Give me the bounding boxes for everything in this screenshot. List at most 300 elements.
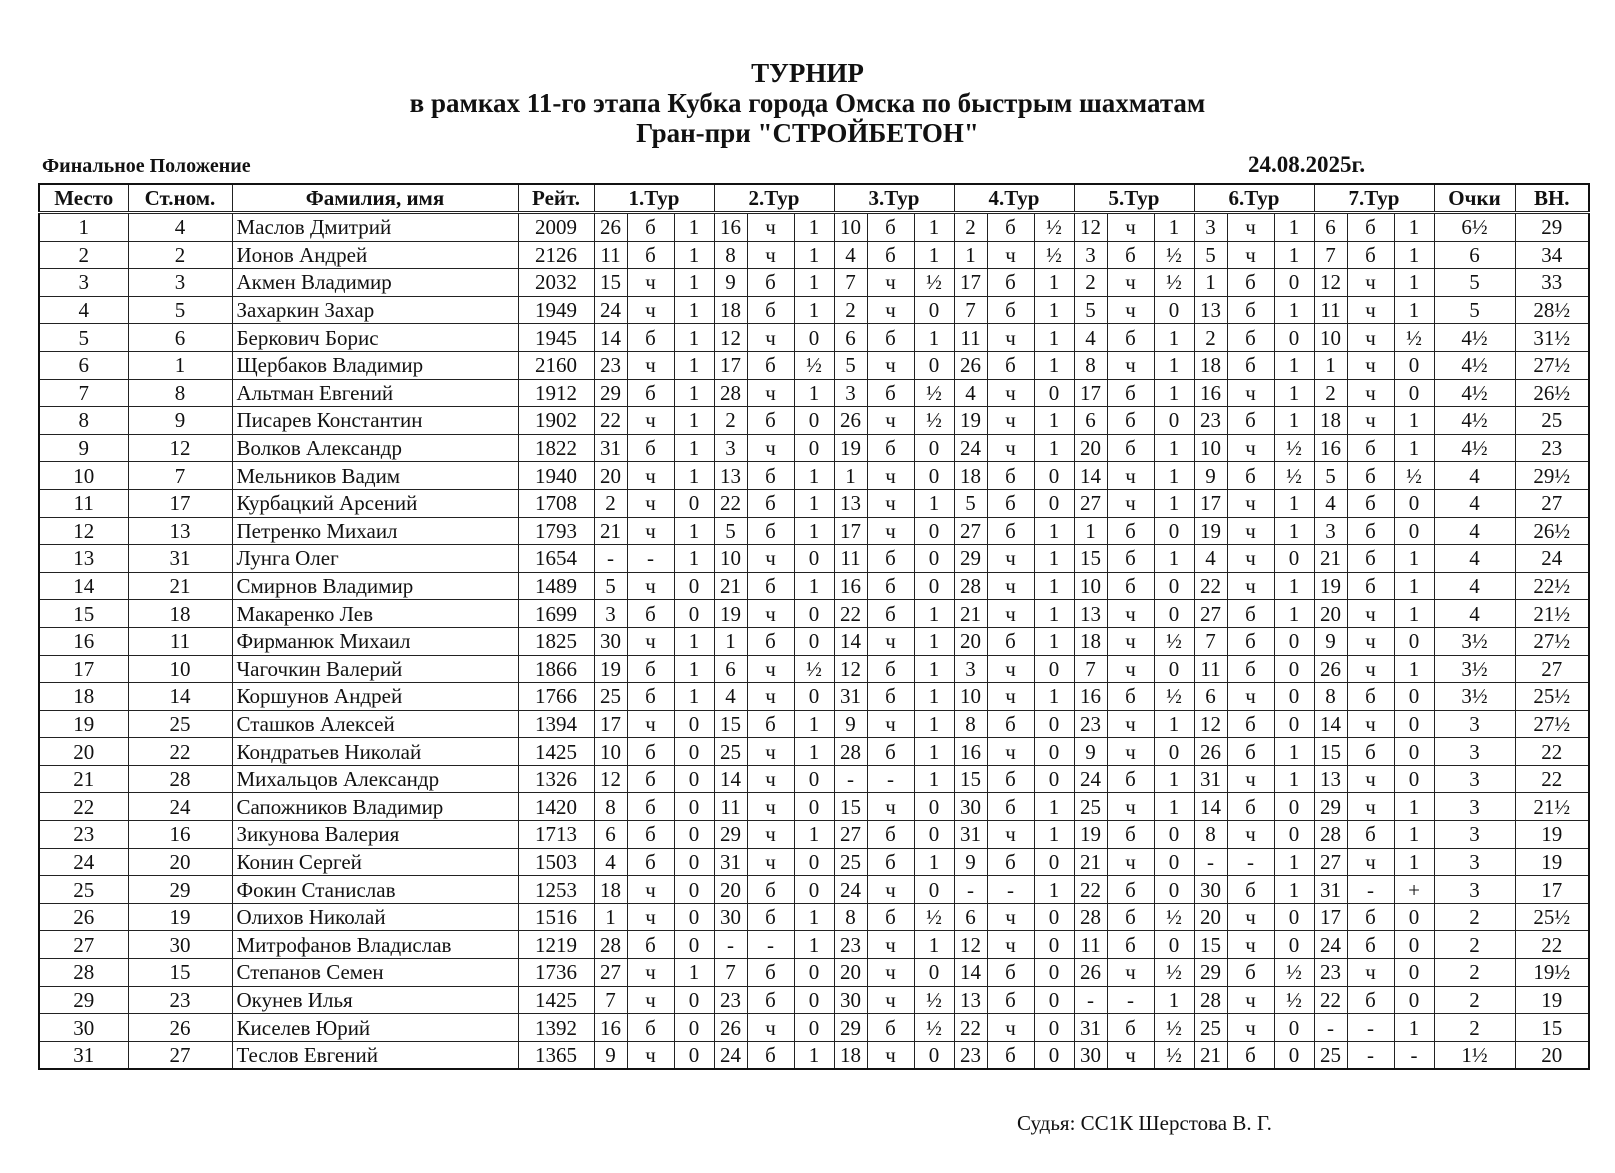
- table-row: [39, 600, 1589, 628]
- round-4-color-cell: -: [987, 876, 1034, 904]
- round-5-result-cell: 1: [1154, 462, 1194, 490]
- round-5-color-cell: б: [1107, 241, 1154, 269]
- rating-cell: 2160: [518, 351, 594, 379]
- rating-cell: 1708: [518, 489, 594, 517]
- round-2-color-cell: б: [747, 407, 794, 435]
- start-number-cell: 26: [128, 1014, 232, 1042]
- round-4-color-cell: ч: [987, 655, 1034, 683]
- round-3-result-cell: 0: [914, 351, 954, 379]
- round-6-opponent-cell: 25: [1194, 1014, 1227, 1042]
- round-6-result-cell: 1: [1274, 407, 1314, 435]
- round-1-color-cell: б: [627, 931, 674, 959]
- points-cell: 4½: [1434, 434, 1515, 462]
- table-row: [39, 1014, 1589, 1042]
- round-1-color-cell: б: [627, 821, 674, 849]
- round-2-result-cell: 1: [794, 821, 834, 849]
- round-2-opponent-cell: 12: [714, 324, 747, 352]
- round-6-color-cell: б: [1227, 738, 1274, 766]
- round-4-opponent-cell: 19: [954, 407, 987, 435]
- round-7-color-cell: ч: [1347, 848, 1394, 876]
- round-2-result-cell: 0: [794, 683, 834, 711]
- round-1-result-cell: 1: [674, 627, 714, 655]
- round-2-color-cell: ч: [747, 600, 794, 628]
- round-4-color-cell: ч: [987, 931, 1034, 959]
- round-5-color-cell: ч: [1107, 351, 1154, 379]
- round-2-result-cell: 1: [794, 517, 834, 545]
- place-cell: 25: [39, 876, 128, 904]
- round-3-result-cell: 0: [914, 462, 954, 490]
- rating-cell: 1940: [518, 462, 594, 490]
- round-5-color-cell: б: [1107, 683, 1154, 711]
- round-2-result-cell: 1: [794, 931, 834, 959]
- round-1-result-cell: 1: [674, 324, 714, 352]
- round-7-color-cell: -: [1347, 1014, 1394, 1042]
- round-1-color-cell: ч: [627, 710, 674, 738]
- round-6-color-cell: б: [1227, 627, 1274, 655]
- table-header-row: [39, 184, 1589, 213]
- round-2-color-cell: б: [747, 903, 794, 931]
- round-5-opponent-cell: 2: [1074, 269, 1107, 297]
- round-4-opponent-cell: 14: [954, 959, 987, 987]
- round-5-color-cell: б: [1107, 876, 1154, 904]
- round-2-opponent-cell: 31: [714, 848, 747, 876]
- round-1-color-cell: б: [627, 848, 674, 876]
- start-number-cell: 13: [128, 517, 232, 545]
- round-1-opponent-cell: 26: [594, 213, 627, 242]
- round-3-opponent-cell: 29: [834, 1014, 867, 1042]
- round-3-opponent-cell: 10: [834, 213, 867, 242]
- table-body: [39, 213, 1589, 1070]
- round-4-opponent-cell: 13: [954, 986, 987, 1014]
- round-4-opponent-cell: 28: [954, 572, 987, 600]
- round-7-color-cell: ч: [1347, 351, 1394, 379]
- round-4-opponent-cell: 12: [954, 931, 987, 959]
- round-5-opponent-cell: 13: [1074, 600, 1107, 628]
- round-3-color-cell: ч: [867, 462, 914, 490]
- round-7-color-cell: б: [1347, 462, 1394, 490]
- round-2-color-cell: ч: [747, 683, 794, 711]
- table-row: [39, 434, 1589, 462]
- round-6-opponent-cell: 12: [1194, 710, 1227, 738]
- round-7-color-cell: б: [1347, 572, 1394, 600]
- round-3-opponent-cell: 11: [834, 545, 867, 573]
- round-3-color-cell: б: [867, 903, 914, 931]
- round-3-color-cell: б: [867, 600, 914, 628]
- table-row: [39, 269, 1589, 297]
- round-6-color-cell: ч: [1227, 931, 1274, 959]
- round-6-color-cell: б: [1227, 324, 1274, 352]
- rating-cell: 1699: [518, 600, 594, 628]
- round-4-color-cell: б: [987, 848, 1034, 876]
- place-cell: 8: [39, 407, 128, 435]
- round-7-opponent-cell: 15: [1314, 738, 1347, 766]
- round-2-result-cell: 0: [794, 324, 834, 352]
- round-1-opponent-cell: 12: [594, 765, 627, 793]
- round-7-color-cell: ч: [1347, 710, 1394, 738]
- points-cell: 5: [1434, 296, 1515, 324]
- round-5-result-cell: ½: [1154, 241, 1194, 269]
- round-6-opponent-cell: 20: [1194, 903, 1227, 931]
- round-3-result-cell: ½: [914, 379, 954, 407]
- round-7-result-cell: 0: [1394, 986, 1434, 1014]
- round-6-result-cell: 1: [1274, 517, 1314, 545]
- round-3-opponent-cell: -: [834, 765, 867, 793]
- round-4-color-cell: б: [987, 959, 1034, 987]
- round-6-opponent-cell: 22: [1194, 572, 1227, 600]
- table-row: [39, 407, 1589, 435]
- rating-cell: 1394: [518, 710, 594, 738]
- round-7-opponent-cell: 5: [1314, 462, 1347, 490]
- round-4-result-cell: 0: [1034, 765, 1074, 793]
- round-3-result-cell: 0: [914, 517, 954, 545]
- rating-cell: 1654: [518, 545, 594, 573]
- round-4-result-cell: ½: [1034, 213, 1074, 242]
- round-3-result-cell: 1: [914, 324, 954, 352]
- points-cell: 4½: [1434, 407, 1515, 435]
- round-4-result-cell: 0: [1034, 462, 1074, 490]
- round-4-color-cell: б: [987, 489, 1034, 517]
- col-place-header: Место: [39, 184, 128, 213]
- round-4-color-cell: б: [987, 627, 1034, 655]
- round-3-color-cell: б: [867, 821, 914, 849]
- round-7-color-cell: -: [1347, 876, 1394, 904]
- round-2-result-cell: 1: [794, 489, 834, 517]
- round-7-color-cell: ч: [1347, 959, 1394, 987]
- round-1-result-cell: 0: [674, 821, 714, 849]
- round-2-color-cell: ч: [747, 1014, 794, 1042]
- round-5-opponent-cell: 25: [1074, 793, 1107, 821]
- start-number-cell: 3: [128, 269, 232, 297]
- round-6-opponent-cell: 29: [1194, 959, 1227, 987]
- round-4-color-cell: ч: [987, 545, 1034, 573]
- round-3-result-cell: 1: [914, 213, 954, 242]
- round-5-opponent-cell: 27: [1074, 489, 1107, 517]
- round-2-color-cell: б: [747, 876, 794, 904]
- round-5-result-cell: 1: [1154, 351, 1194, 379]
- round-6-result-cell: 1: [1274, 241, 1314, 269]
- round-1-color-cell: б: [627, 793, 674, 821]
- round-6-result-cell: 1: [1274, 572, 1314, 600]
- col-round-6-header: 6.Тур: [1194, 184, 1314, 213]
- round-3-opponent-cell: 18: [834, 1041, 867, 1069]
- round-7-result-cell: 1: [1394, 296, 1434, 324]
- round-6-opponent-cell: 8: [1194, 821, 1227, 849]
- player-name-cell: Сапожников Владимир: [232, 793, 518, 821]
- round-5-color-cell: ч: [1107, 959, 1154, 987]
- points-cell: 4½: [1434, 379, 1515, 407]
- round-6-opponent-cell: 1: [1194, 269, 1227, 297]
- table-row: [39, 738, 1589, 766]
- start-number-cell: 23: [128, 986, 232, 1014]
- round-6-color-cell: ч: [1227, 903, 1274, 931]
- round-6-result-cell: 0: [1274, 931, 1314, 959]
- start-number-cell: 9: [128, 407, 232, 435]
- round-3-opponent-cell: 26: [834, 407, 867, 435]
- round-5-result-cell: 1: [1154, 710, 1194, 738]
- buchholz-cell: 31½: [1515, 324, 1589, 352]
- round-4-color-cell: б: [987, 269, 1034, 297]
- table-row: [39, 876, 1589, 904]
- round-5-opponent-cell: 18: [1074, 627, 1107, 655]
- round-5-opponent-cell: 1: [1074, 517, 1107, 545]
- round-1-opponent-cell: 8: [594, 793, 627, 821]
- round-7-result-cell: +: [1394, 876, 1434, 904]
- round-1-result-cell: 1: [674, 959, 714, 987]
- round-2-color-cell: ч: [747, 848, 794, 876]
- round-7-result-cell: 1: [1394, 793, 1434, 821]
- round-4-opponent-cell: 1: [954, 241, 987, 269]
- round-7-opponent-cell: 16: [1314, 434, 1347, 462]
- round-5-color-cell: б: [1107, 572, 1154, 600]
- rating-cell: 1822: [518, 434, 594, 462]
- round-1-opponent-cell: 2: [594, 489, 627, 517]
- round-5-color-cell: ч: [1107, 213, 1154, 242]
- player-name-cell: Михальцов Александр: [232, 765, 518, 793]
- round-7-color-cell: б: [1347, 434, 1394, 462]
- round-6-opponent-cell: 15: [1194, 931, 1227, 959]
- round-2-result-cell: 0: [794, 959, 834, 987]
- round-2-opponent-cell: 17: [714, 351, 747, 379]
- round-3-opponent-cell: 22: [834, 600, 867, 628]
- round-2-result-cell: 1: [794, 269, 834, 297]
- round-5-result-cell: 0: [1154, 407, 1194, 435]
- round-2-opponent-cell: 1: [714, 627, 747, 655]
- buchholz-cell: 27½: [1515, 710, 1589, 738]
- round-2-opponent-cell: 18: [714, 296, 747, 324]
- round-7-opponent-cell: 27: [1314, 848, 1347, 876]
- round-4-color-cell: ч: [987, 434, 1034, 462]
- player-name-cell: Щербаков Владимир: [232, 351, 518, 379]
- round-7-color-cell: б: [1347, 738, 1394, 766]
- round-3-color-cell: ч: [867, 793, 914, 821]
- round-7-color-cell: б: [1347, 903, 1394, 931]
- round-5-result-cell: ½: [1154, 683, 1194, 711]
- rating-cell: 1365: [518, 1041, 594, 1069]
- round-3-color-cell: б: [867, 738, 914, 766]
- round-4-result-cell: 1: [1034, 407, 1074, 435]
- round-4-opponent-cell: 3: [954, 655, 987, 683]
- round-6-result-cell: 1: [1274, 876, 1314, 904]
- round-1-opponent-cell: 11: [594, 241, 627, 269]
- round-7-result-cell: 0: [1394, 931, 1434, 959]
- round-5-color-cell: ч: [1107, 655, 1154, 683]
- round-4-result-cell: ½: [1034, 241, 1074, 269]
- round-7-result-cell: 0: [1394, 903, 1434, 931]
- round-7-result-cell: ½: [1394, 462, 1434, 490]
- round-5-color-cell: ч: [1107, 296, 1154, 324]
- table-row: [39, 986, 1589, 1014]
- round-1-color-cell: ч: [627, 959, 674, 987]
- round-2-opponent-cell: 14: [714, 765, 747, 793]
- round-4-opponent-cell: 18: [954, 462, 987, 490]
- round-1-result-cell: 0: [674, 1041, 714, 1069]
- table-row: [39, 959, 1589, 987]
- round-2-color-cell: ч: [747, 434, 794, 462]
- round-3-color-cell: -: [867, 765, 914, 793]
- round-5-color-cell: б: [1107, 517, 1154, 545]
- round-1-result-cell: 1: [674, 269, 714, 297]
- round-6-opponent-cell: 18: [1194, 351, 1227, 379]
- round-4-opponent-cell: 16: [954, 738, 987, 766]
- round-2-color-cell: б: [747, 351, 794, 379]
- round-6-color-cell: б: [1227, 1041, 1274, 1069]
- round-3-result-cell: 0: [914, 959, 954, 987]
- round-4-result-cell: 0: [1034, 655, 1074, 683]
- buchholz-cell: 27: [1515, 489, 1589, 517]
- round-2-opponent-cell: 25: [714, 738, 747, 766]
- round-5-color-cell: ч: [1107, 793, 1154, 821]
- round-2-opponent-cell: 11: [714, 793, 747, 821]
- points-cell: 4: [1434, 517, 1515, 545]
- round-5-color-cell: б: [1107, 324, 1154, 352]
- round-4-opponent-cell: 5: [954, 489, 987, 517]
- round-7-color-cell: ч: [1347, 324, 1394, 352]
- round-7-color-cell: б: [1347, 517, 1394, 545]
- round-2-result-cell: 0: [794, 986, 834, 1014]
- table-row: [39, 517, 1589, 545]
- round-4-color-cell: б: [987, 1041, 1034, 1069]
- round-1-opponent-cell: 1: [594, 903, 627, 931]
- round-2-color-cell: ч: [747, 241, 794, 269]
- round-2-result-cell: 0: [794, 407, 834, 435]
- round-7-opponent-cell: 31: [1314, 876, 1347, 904]
- round-4-color-cell: б: [987, 351, 1034, 379]
- round-7-opponent-cell: 9: [1314, 627, 1347, 655]
- round-5-opponent-cell: 7: [1074, 655, 1107, 683]
- round-3-color-cell: ч: [867, 407, 914, 435]
- round-1-opponent-cell: 29: [594, 379, 627, 407]
- place-cell: 2: [39, 241, 128, 269]
- round-4-color-cell: ч: [987, 738, 1034, 766]
- table-row: [39, 241, 1589, 269]
- round-7-result-cell: 1: [1394, 269, 1434, 297]
- points-cell: 3: [1434, 710, 1515, 738]
- round-7-color-cell: ч: [1347, 379, 1394, 407]
- round-2-result-cell: 1: [794, 296, 834, 324]
- round-2-color-cell: ч: [747, 655, 794, 683]
- place-cell: 10: [39, 462, 128, 490]
- player-name-cell: Акмен Владимир: [232, 269, 518, 297]
- round-6-result-cell: 0: [1274, 1041, 1314, 1069]
- buchholz-cell: 27½: [1515, 351, 1589, 379]
- tournament-subtitle: в рамках 11-го этапа Кубка города Омска по быстрым шахматам: [409, 88, 1206, 118]
- round-5-opponent-cell: 8: [1074, 351, 1107, 379]
- table-row: [39, 545, 1589, 573]
- round-5-opponent-cell: 22: [1074, 876, 1107, 904]
- round-3-opponent-cell: 2: [834, 296, 867, 324]
- round-3-color-cell: б: [867, 434, 914, 462]
- points-cell: 3½: [1434, 655, 1515, 683]
- round-2-color-cell: ч: [747, 379, 794, 407]
- round-1-result-cell: 1: [674, 407, 714, 435]
- buchholz-cell: 22: [1515, 738, 1589, 766]
- place-cell: 31: [39, 1041, 128, 1069]
- round-2-result-cell: 0: [794, 600, 834, 628]
- round-6-color-cell: ч: [1227, 213, 1274, 242]
- round-4-color-cell: б: [987, 986, 1034, 1014]
- start-number-cell: 19: [128, 903, 232, 931]
- place-cell: 24: [39, 848, 128, 876]
- round-1-result-cell: 0: [674, 903, 714, 931]
- round-2-opponent-cell: 5: [714, 517, 747, 545]
- round-3-result-cell: 1: [914, 848, 954, 876]
- round-1-result-cell: 0: [674, 600, 714, 628]
- round-1-result-cell: 0: [674, 793, 714, 821]
- points-cell: 6½: [1434, 213, 1515, 242]
- place-cell: 15: [39, 600, 128, 628]
- round-7-color-cell: ч: [1347, 269, 1394, 297]
- start-number-cell: 11: [128, 627, 232, 655]
- round-2-result-cell: 0: [794, 848, 834, 876]
- round-5-opponent-cell: -: [1074, 986, 1107, 1014]
- round-4-opponent-cell: 30: [954, 793, 987, 821]
- start-number-cell: 8: [128, 379, 232, 407]
- round-1-result-cell: 1: [674, 379, 714, 407]
- col-round-4-header: 4.Тур: [954, 184, 1074, 213]
- round-7-result-cell: 0: [1394, 379, 1434, 407]
- round-4-result-cell: 0: [1034, 959, 1074, 987]
- round-4-result-cell: 0: [1034, 489, 1074, 517]
- round-1-opponent-cell: 30: [594, 627, 627, 655]
- round-4-result-cell: 1: [1034, 821, 1074, 849]
- rating-cell: 1425: [518, 738, 594, 766]
- round-2-color-cell: ч: [747, 793, 794, 821]
- buchholz-cell: 27½: [1515, 627, 1589, 655]
- round-2-result-cell: 0: [794, 627, 834, 655]
- round-5-color-cell: ч: [1107, 848, 1154, 876]
- round-3-result-cell: 0: [914, 793, 954, 821]
- round-1-color-cell: б: [627, 600, 674, 628]
- round-6-result-cell: 1: [1274, 351, 1314, 379]
- start-number-cell: 5: [128, 296, 232, 324]
- round-5-result-cell: ½: [1154, 959, 1194, 987]
- round-6-result-cell: 0: [1274, 1014, 1314, 1042]
- round-3-opponent-cell: 19: [834, 434, 867, 462]
- round-3-result-cell: 1: [914, 627, 954, 655]
- round-4-opponent-cell: 27: [954, 517, 987, 545]
- round-7-opponent-cell: 24: [1314, 931, 1347, 959]
- round-7-opponent-cell: 19: [1314, 572, 1347, 600]
- round-3-opponent-cell: 4: [834, 241, 867, 269]
- points-cell: 2: [1434, 1014, 1515, 1042]
- round-7-result-cell: ½: [1394, 324, 1434, 352]
- points-cell: 3: [1434, 821, 1515, 849]
- start-number-cell: 25: [128, 710, 232, 738]
- table-row: [39, 627, 1589, 655]
- round-4-opponent-cell: 10: [954, 683, 987, 711]
- round-4-color-cell: б: [987, 710, 1034, 738]
- round-5-result-cell: 1: [1154, 765, 1194, 793]
- judge-signature-line: Судья: СС1К Шерстова В. Г.: [1017, 1111, 1272, 1135]
- start-number-cell: 16: [128, 821, 232, 849]
- place-cell: 3: [39, 269, 128, 297]
- round-4-opponent-cell: 8: [954, 710, 987, 738]
- round-2-opponent-cell: 10: [714, 545, 747, 573]
- player-name-cell: Лунга Олег: [232, 545, 518, 573]
- round-1-result-cell: 1: [674, 655, 714, 683]
- standings-label: Финальное Положение: [42, 155, 251, 177]
- round-2-result-cell: 0: [794, 793, 834, 821]
- round-5-result-cell: 1: [1154, 545, 1194, 573]
- round-4-result-cell: 0: [1034, 986, 1074, 1014]
- round-6-color-cell: ч: [1227, 765, 1274, 793]
- round-7-opponent-cell: 25: [1314, 1041, 1347, 1069]
- round-7-result-cell: 1: [1394, 600, 1434, 628]
- table-row: [39, 683, 1589, 711]
- round-6-color-cell: ч: [1227, 986, 1274, 1014]
- round-3-color-cell: б: [867, 241, 914, 269]
- round-5-result-cell: 0: [1154, 517, 1194, 545]
